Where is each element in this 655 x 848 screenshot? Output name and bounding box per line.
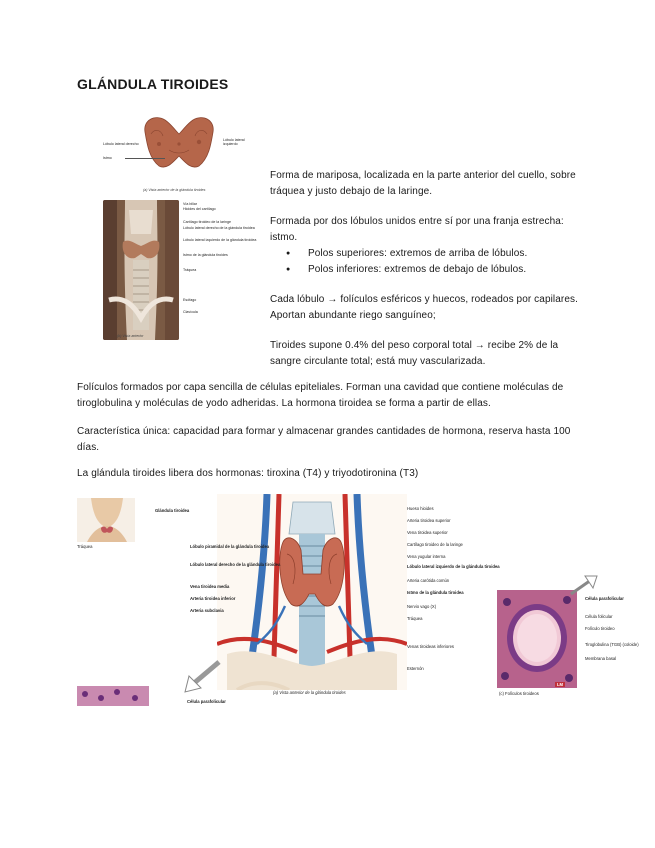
- micro-label-follicle: Folículo tiroideo: [585, 626, 615, 631]
- micro-label-basement-membrane: Membrana basal: [585, 656, 617, 661]
- thyroid-anatomy-figure: [77, 494, 639, 706]
- list-item: ● Polos superiores: extremos de arriba de lóbulos.: [270, 246, 588, 262]
- follicle-micrograph: [497, 590, 577, 688]
- callout-arrow-icon: [181, 660, 221, 694]
- tissue-strip-image: [77, 686, 149, 706]
- label-thyroid-cartilage: Cartílago tiroideo de la laringe: [407, 542, 463, 547]
- poles-list: [270, 246, 588, 278]
- fig1-r-label-3: Cartílago tiroideo de la laringe: [183, 220, 231, 224]
- paragraph-lobes: Formada por dos lóbulos unidos entre sí por una franja estrecha: istmo.: [270, 216, 564, 243]
- label-middle-thyroid-vein: Vena tiroidea media: [190, 584, 230, 589]
- label-trachea: Tráquea: [407, 616, 423, 621]
- label-right-lobe: Lóbulo lateral derecho de la glándula tiroidea: [190, 562, 281, 567]
- inset-label-thyroid: Glándula tiroidea: [155, 508, 190, 513]
- page-title: GLÁNDULA TIROIDES: [77, 76, 229, 92]
- paragraph-hormones: La glándula tiroides libera dos hormonas: tiroxina (T4) y triyodotironina (T3): [77, 468, 419, 479]
- label-superior-thyroid-artery: Arteria tiroidea superior: [407, 518, 451, 523]
- fig1-caption-a: (a) Vista anterior de la glándula tiroides: [143, 188, 206, 192]
- fig1-r-label-1: Vía biliar: [183, 202, 197, 206]
- micro-label-thyroglobulin: Tiroglobulina (TGB) (coloide): [585, 642, 639, 647]
- fig1-label-left-lobe-1: Lóbulo lateral: [223, 138, 245, 142]
- fig1-r-label-2: Hioides del cartílago: [183, 207, 216, 211]
- label-superior-thyroid-vein: Vena tiroidea superior: [407, 530, 448, 535]
- list-item: ● Polos inferiores: extremos de debajo de lóbulos.: [270, 262, 588, 278]
- paragraph-follicles: Cada lóbulo → folículos esféricos y huecos, rodeados por capilares. Aportan abundante riego sanguíneo;: [270, 294, 578, 321]
- fig1-caption-b: (b) Vista anterior: [117, 334, 144, 338]
- label-isthmus: Istmo de la glándula tiroidea: [407, 590, 464, 595]
- label-inferior-thyroid-veins: Venas tiroideas inferiores: [407, 644, 455, 649]
- fig1-r-label-6: Istmo de la glándula tiroides: [183, 253, 228, 257]
- fig1-r-label-9: Clavícula: [183, 310, 198, 314]
- inset-label-trachea: Tráquea: [77, 544, 93, 549]
- label-pyramidal-lobe-1: Lóbulo piramidal de la glándula tiroidea: [190, 544, 270, 549]
- micro-label-parafollicular: Célula parafolicular: [585, 596, 624, 601]
- label-inferior-thyroid-artery: Arteria tiroidea inferior: [190, 596, 236, 601]
- fig1-label-isthmus: Istmo: [103, 156, 112, 160]
- micro-label-follicular-cell: Célula folicular: [585, 614, 613, 619]
- neck-dissection-photo: [103, 200, 179, 340]
- thyroid-specimen-figure: [103, 112, 265, 344]
- paragraph-shape: Forma de mariposa, localizada en la parte anterior del cuello, sobre tráquea y justo debajo de la laringe.: [270, 170, 576, 197]
- paragraph-weight: Tiroides supone 0.4% del peso corporal total → recibe 2% de la sangre circulante total; está muy vascularizada.: [270, 340, 559, 367]
- description-column: [270, 168, 588, 370]
- fig1-label-left-lobe-2: izquierdo: [223, 142, 238, 146]
- thyroid-gland-photo: [139, 114, 219, 174]
- main-figure-caption: (a) Vista anterior de la glándula tiroides: [273, 690, 346, 695]
- micro-caption: (c) Folículos tiroideos: [499, 691, 539, 696]
- label-hyoid: Hueso hioides: [407, 506, 434, 511]
- fig1-r-label-8: Esófago: [183, 298, 197, 302]
- paragraph-storage: Característica única: capacidad para formar y almacenar grandes cantidades de hormona, reserva hasta 100 días.: [77, 426, 571, 453]
- label-internal-jugular: Vena yugular interna: [407, 554, 446, 559]
- micro-scale-badge: LM: [557, 682, 564, 687]
- fig1-r-label-5: Lóbulo lateral izquierdo de la glándula tiroidea: [183, 238, 257, 242]
- label-vagus-nerve: Nervio vago (X): [407, 604, 437, 609]
- label-sternum: Esternón: [407, 666, 424, 671]
- bottom-label-parafollicular: Célula parafolicular: [187, 699, 226, 704]
- label-left-lobe: Lóbulo lateral izquierdo de la glándula tiroidea: [407, 564, 500, 569]
- paragraph-epithelium: Folículos formados por capa sencilla de células epiteliales. Forman una cavidad que contiene moléculas de tiroglobulina y moléculas de yodo adheridas. La hormona tiroidea se forma a partir de ellas.: [77, 382, 564, 409]
- label-subclavian-artery: Arteria subclavia: [190, 608, 224, 613]
- thyroid-anatomy-illustration: [217, 494, 407, 690]
- fig1-r-label-7: Tráquea: [183, 268, 197, 272]
- fig1-r-label-4: Lóbulo lateral derecho de la glándula tiroidea: [183, 226, 255, 230]
- fig1-label-right-lobe: Lóbulo lateral derecho: [103, 142, 139, 146]
- label-common-carotid: Arteria carótida común: [407, 578, 450, 583]
- zoom-arrow-icon: [569, 574, 599, 596]
- fig1-leader: [125, 158, 165, 159]
- neck-inset-illustration: [77, 498, 135, 542]
